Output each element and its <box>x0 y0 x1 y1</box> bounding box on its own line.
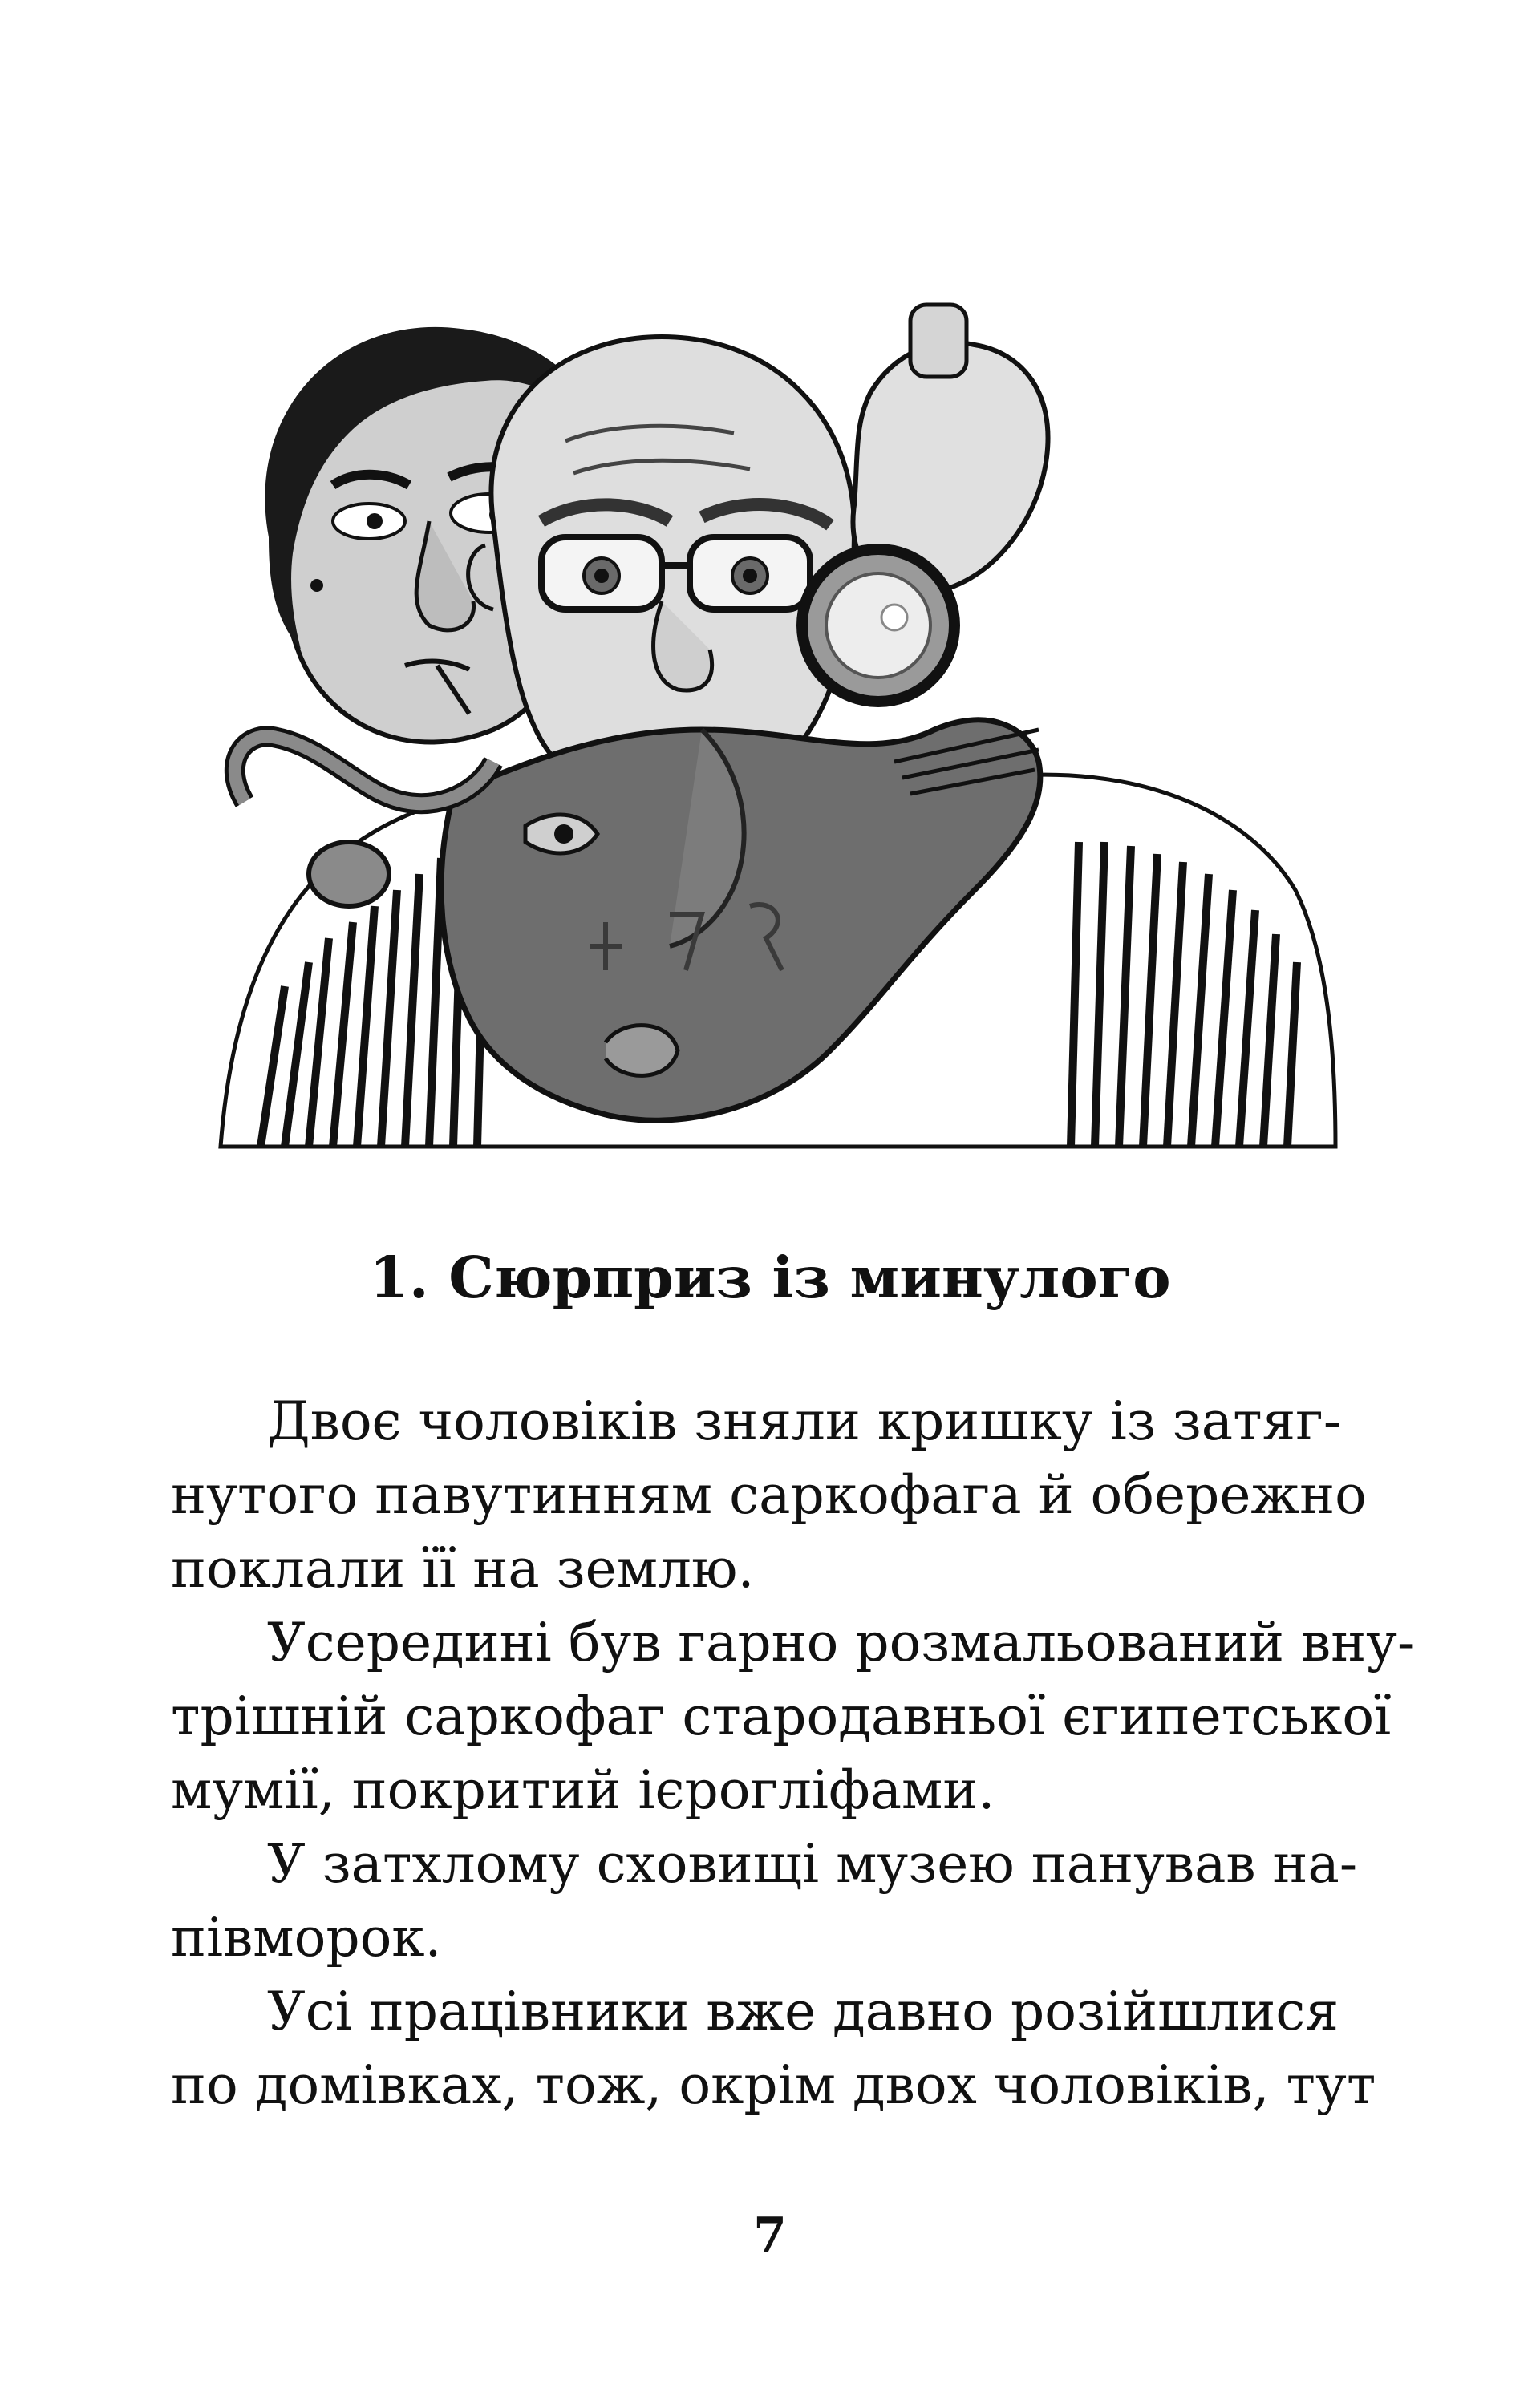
paragraph <box>171 1606 1416 1827</box>
sarcophagus-illustration-svg <box>188 281 1343 1163</box>
body-text <box>171 1385 1416 2123</box>
paragraph <box>171 1975 1376 2123</box>
text-line: Усередині був гарно розмальований вну- <box>267 1612 1416 1673</box>
magnifier-glass <box>826 573 930 678</box>
page-number: 7 <box>753 2208 787 2264</box>
text-line: Усі працівники вже давно розійшлися <box>267 1981 1339 2042</box>
text-line: нутого павутинням саркофага й обережно <box>171 1464 1367 1526</box>
chapter-illustration <box>188 281 1343 1163</box>
text-line: мумії, покритий ієрогліфами. <box>171 1759 995 1821</box>
paragraph <box>171 1827 1358 1975</box>
text-line: Двоє чоловіків зняли кришку із затяг- <box>267 1390 1342 1452</box>
text-line: У затхлому сховищі музею панував на- <box>267 1833 1358 1895</box>
flashlight <box>910 305 967 377</box>
chapter-title: 1. Сюрприз із минулого <box>369 1244 1171 1311</box>
cobra-coil <box>309 842 389 906</box>
mask-ear <box>606 1026 678 1076</box>
text-line: поклали її на землю. <box>171 1538 755 1600</box>
text-line: по домівках, тож, окрім двох чоловіків, тут <box>171 2054 1376 2116</box>
left-man-pupil-left <box>367 513 383 529</box>
left-man-mole <box>310 579 323 592</box>
paragraph <box>171 1385 1367 1606</box>
text-line: півморок. <box>171 1907 442 1969</box>
text-line: трішній саркофаг стародавньої єгипетської <box>171 1686 1392 1747</box>
